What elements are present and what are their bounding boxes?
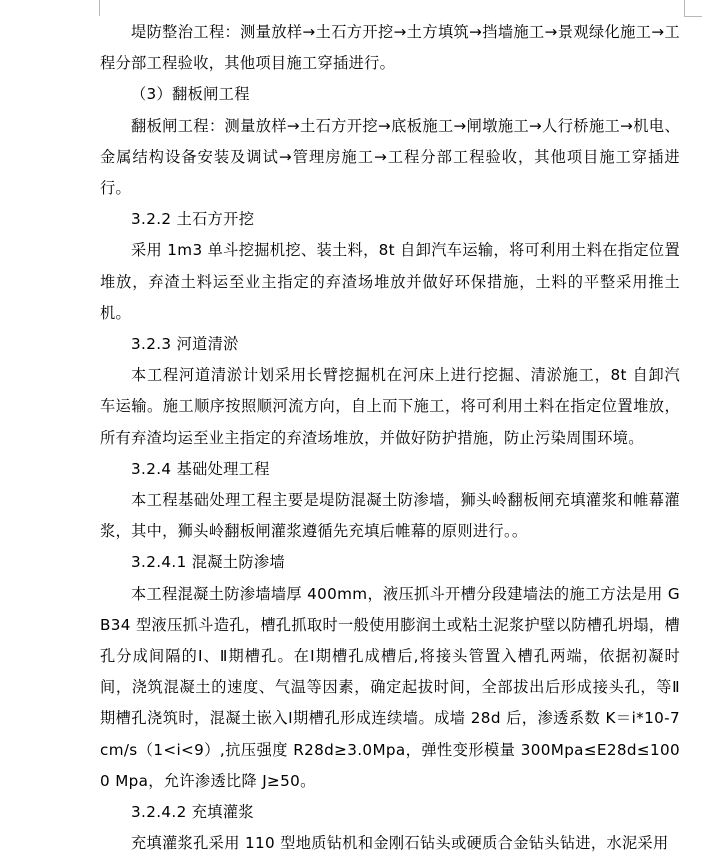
heading-3-2-4: 3.2.4 基础处理工程 (131, 459, 270, 478)
paragraph-dredging: 本工程河道清淤计划采用长臂挖掘机在河床上进行挖掘、清淤施工，8t 自卸汽车运输。施工顺序按照顺河流方向，自上而下施工，将可利用土料在指定位置堆放，所有弃渣均运至业主指定的弃渣场堆放，并做好防护措施，防止污染周围环境。 (100, 366, 680, 447)
heading-3-2-4-2: 3.2.4.2 充填灌浆 (131, 803, 254, 822)
paragraph-dike-process: 堤防整治工程：测量放样→土石方开挖→土方填筑→挡墙施工→景观绿化施工→工程分部工程验收，其他项目施工穿插进行。 (100, 23, 680, 73)
paragraph-foundation: 本工程基础处理工程主要是堤防混凝土防渗墙，狮头岭翻板闸充填灌浆和帷幕灌浆，其中，狮头岭翻板闸灌浆遵循先充填后帷幕的原则进行。。 (100, 491, 680, 541)
heading-3-2-4-1: 3.2.4.1 混凝土防渗墙 (131, 553, 285, 572)
heading-flap-gate: （3）翻板闸工程 (131, 85, 250, 104)
margin-corner-mark-left (99, 0, 100, 16)
paragraph-fill-grouting: 充填灌浆孔采用 110 型地质钻机和金刚石钻头或硬质合金钻头钻进，水泥采用 (131, 834, 669, 853)
paragraph-earthwork: 采用 1m3 单斗挖掘机挖、装土料，8t 自卸汽车运输，将可利用土料在指定位置堆放，弃渣土料运至业主指定的弃渣场堆放并做好环保措施，土料的平整采用推土机。 (100, 241, 680, 322)
heading-3-2-2: 3.2.2 土石方开挖 (131, 210, 255, 229)
margin-corner-mark-right-horizontal (684, 16, 702, 17)
document-body (100, 17, 680, 859)
margin-corner-mark-right (684, 0, 685, 16)
paragraph-cutoff-wall: 本工程混凝土防渗墙墙厚 400mm，液压抓斗开槽分段建墙法的施工方法是用 GB34 型液压抓斗造孔，槽孔抓取时一般使用膨润土或粘土泥浆护壁以防槽孔坍塌，槽孔分成间隔的Ⅰ、Ⅱ期槽孔。在Ⅰ期槽孔成槽后,将接头管置入槽孔两端，依据初凝时间，浇筑混凝土的速度、气温等因素，确定起拔时间，全部拔出后形成接头孔，等Ⅱ期槽孔浇筑时，混凝土嵌入Ⅰ期槽孔形成连续墙。成墙 28d 后，渗透系数 K＝i*10-7cm/s（1<i<9）,抗压强度 R28d≥3.0Mpa，弹性变形模量 300Mpa≤E28d≤1000 Mpa，允许渗透比降 J≥50。 (100, 584, 680, 790)
heading-3-2-3: 3.2.3 河道清淤 (131, 335, 239, 354)
paragraph-flap-gate-process: 翻板闸工程：测量放样→土石方开挖→底板施工→闸墩施工→人行桥施工→机电、金属结构设备安装及调试→管理房施工→工程分部工程验收，其他项目施工穿插进行。 (100, 116, 680, 198)
